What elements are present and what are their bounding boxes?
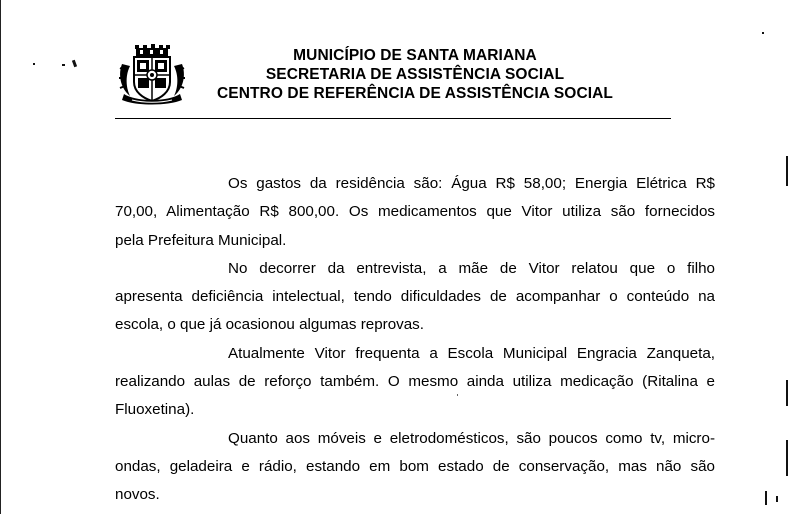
header-center: CENTRO DE REFERÊNCIA DE ASSISTÊNCIA SOCIAL bbox=[216, 85, 614, 102]
paragraph-line: Atualmente Vitor frequenta a Escola Municipal Engracia Zanqueta, bbox=[228, 344, 715, 362]
paragraph-line: pela Prefeitura Municipal. bbox=[115, 231, 287, 249]
scan-edge bbox=[0, 0, 1, 514]
document-header bbox=[190, 46, 640, 103]
header-divider bbox=[115, 118, 671, 119]
scan-speck bbox=[62, 64, 65, 66]
paragraph-line: apresenta deficiência intelectual, tendo dificuldades de acompanhar o conteúdo na bbox=[115, 288, 715, 306]
paragraph-line: ondas, geladeira e rádio, estando em bom estado de conservação, mas não são bbox=[115, 457, 715, 475]
header-municipality: MUNICÍPIO DE SANTA MARIANA bbox=[293, 47, 537, 64]
paragraph-line: escola, o que já ocasionou algumas reprovas. bbox=[115, 316, 425, 334]
scan-edge-mark bbox=[765, 491, 767, 505]
scan-speck bbox=[762, 32, 764, 34]
paragraph-line: 70,00, Alimentação R$ 800,00. Os medicamentos que Vitor utiliza são fornecidos bbox=[115, 203, 715, 221]
scan-speck bbox=[72, 60, 77, 68]
paragraph-line: Fluoxetina). bbox=[115, 401, 195, 419]
municipal-coat-of-arms-icon bbox=[116, 44, 188, 106]
paragraph-line: No decorrer da entrevista, a mãe de Vitor relatou que o filho bbox=[228, 259, 715, 277]
paragraph-line: Quanto aos móveis e eletrodomésticos, são poucos como tv, micro- bbox=[228, 429, 715, 447]
scan-edge-mark bbox=[776, 496, 778, 502]
paragraph-line: Os gastos da residência são: Água R$ 58,00; Energia Elétrica R$ bbox=[228, 175, 715, 192]
header-secretariat: SECRETARIA DE ASSISTÊNCIA SOCIAL bbox=[265, 66, 565, 83]
scan-speck bbox=[33, 63, 35, 65]
paragraph-line: novos. bbox=[115, 486, 160, 504]
document-body bbox=[115, 170, 715, 510]
paragraph-line: realizando aulas de reforço também. O mesmo ainda utiliza medicação (Ritalina e bbox=[115, 373, 715, 391]
